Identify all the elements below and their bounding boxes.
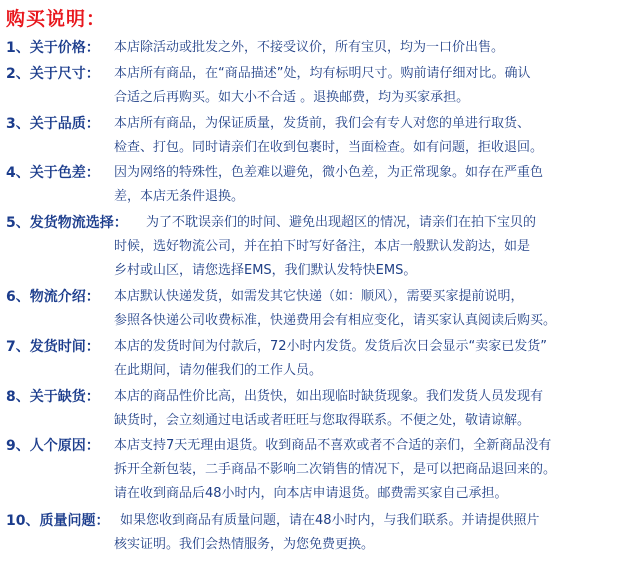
notice-text: 拆开全新包装，二手商品不影响二次销售的情况下，是可以把商品退回来的。: [114, 462, 557, 477]
notice-heading: 2、关于尺寸：: [6, 66, 100, 82]
notice-text: 本店所有商品，为保证质量，发货前，我们会有专人对您的单进行取货、: [114, 116, 531, 131]
notice-text: 如果您收到商品有质量问题，请在48小时内，与我们联系。并请提供照片: [120, 513, 540, 528]
notice-text: 差，本店无条件退换。: [114, 189, 245, 204]
notice-text: 乡村或山区，请您选择EMS，我们默认发特快EMS。: [114, 263, 417, 278]
notice-heading: 10、质量问题：: [6, 513, 110, 529]
notice-text: 在此期间，请勿催我们的工作人员。: [114, 363, 323, 378]
notice-text: 本店的商品性价比高，出货快，如出现临时缺货现象。我们发货人员发现有: [114, 389, 544, 404]
notice-text: 因为网络的特殊性，色差难以避免，微小色差，为正常现象。如存在严重色: [114, 165, 544, 180]
notice-heading: 4、关于色差：: [6, 165, 100, 181]
notice-text: 参照各快递公司收费标准，快递费用会有相应变化，请买家认真阅读后购买。: [114, 313, 557, 328]
notice-text: 本店除活动或批发之外，不接受议价，所有宝贝，均为一口价出售。: [114, 40, 505, 55]
notice-text: 本店默认快递发货，如需发其它快递（如：顺风），需要买家提前说明，: [114, 289, 524, 304]
notice-text: 本店的发货时间为付款后，72小时内发货。发货后次日会显示“卖家已发货”: [114, 339, 548, 354]
notice-heading: 7、发货时间：: [6, 339, 100, 355]
notice-heading: 3、关于品质：: [6, 116, 100, 132]
notice-text: 核实证明。我们会热情服务，为您免费更换。: [114, 537, 375, 552]
notice-text: 请在收到商品后48小时内，向本店申请退货。邮费需买家自己承担。: [114, 486, 508, 501]
page-title: 购买说明：: [6, 8, 107, 30]
notice-text: 本店所有商品，在“商品描述”处，均有标明尺寸。购前请仔细对比。确认: [114, 66, 531, 81]
notice-text: 为了不耽误亲们的时间、避免出现超区的情况，请亲们在拍下宝贝的: [146, 215, 537, 230]
notice-text: 本店支持7天无理由退货。收到商品不喜欢或者不合适的亲们，全新商品没有: [114, 438, 552, 453]
notice-text: 缺货时，会立刻通过电话或者旺旺与您取得联系。不便之处，敬请谅解。: [114, 413, 531, 428]
notice-heading: 8、关于缺货：: [6, 389, 100, 405]
notice-heading: 1、关于价格：: [6, 40, 100, 56]
notice-heading: 6、物流介绍：: [6, 289, 100, 305]
notice-heading: 9、人个原因：: [6, 438, 100, 454]
notice-heading: 5、发货物流选择：: [6, 215, 128, 231]
notice-text: 检查、打包。同时请亲们在收到包裹时，当面检查。如有问题，拒收退回。: [114, 140, 544, 155]
notice-text: 时候，选好物流公司，并在拍下时写好备注，本店一般默认发韵达，如是: [114, 239, 531, 254]
notice-text: 合适之后再购买。如大小不合适 。退换邮费，均为买家承担。: [114, 90, 470, 105]
